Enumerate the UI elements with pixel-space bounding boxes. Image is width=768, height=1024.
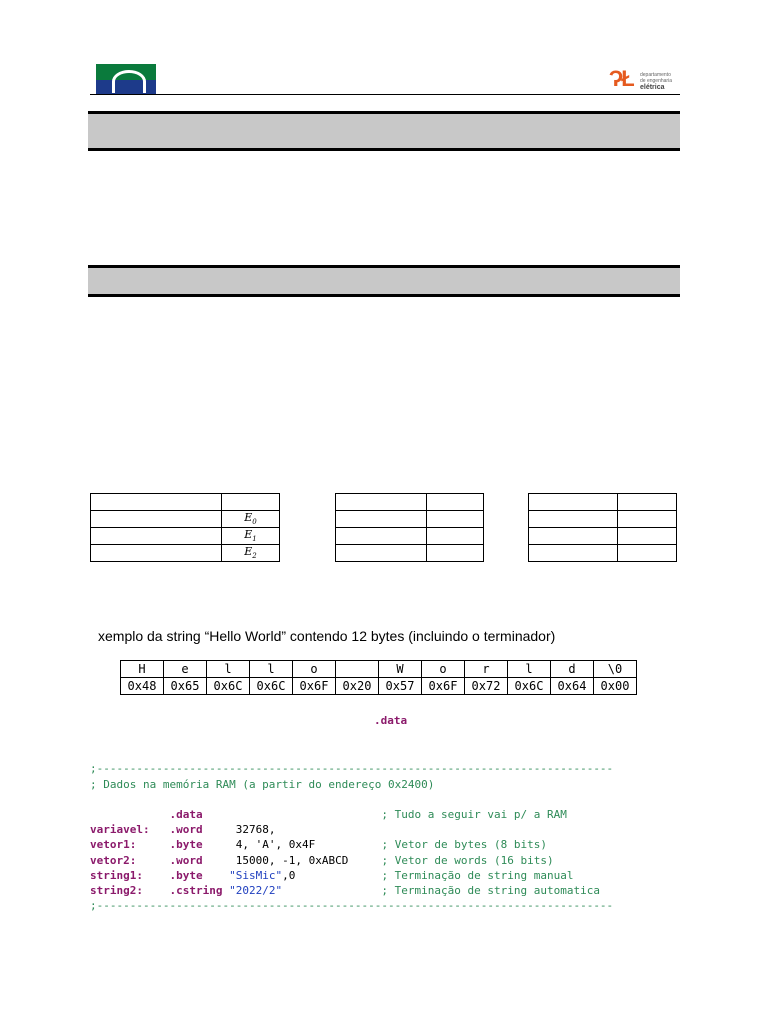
code-label: vetor1: bbox=[90, 838, 170, 852]
code-string-literal: "2022/2" bbox=[229, 884, 283, 897]
code-line bbox=[90, 823, 275, 836]
char-cell bbox=[336, 661, 379, 678]
char-cell: o bbox=[293, 661, 336, 678]
code-line bbox=[90, 838, 547, 851]
table-row bbox=[91, 528, 280, 545]
table-row bbox=[336, 528, 484, 545]
byte-cell: 0x6F bbox=[293, 678, 336, 695]
table-cell-e1: $E_1$ bbox=[222, 528, 280, 545]
register-table-c bbox=[528, 493, 677, 562]
char-cell: l bbox=[508, 661, 551, 678]
ene-logo-line2: de engenharia bbox=[640, 78, 672, 84]
char-cell: W bbox=[379, 661, 422, 678]
table-row bbox=[529, 494, 677, 511]
char-cell: d bbox=[551, 661, 594, 678]
code-comment: ; Terminação de string automatica bbox=[381, 884, 600, 897]
code-directive: .data bbox=[169, 808, 203, 821]
byte-cell: 0x00 bbox=[594, 678, 637, 695]
byte-cell: 0x6C bbox=[250, 678, 293, 695]
code-directive: .word bbox=[169, 853, 203, 867]
char-cell: \0 bbox=[594, 661, 637, 678]
table-row-chars bbox=[121, 661, 637, 678]
code-directive: .byte bbox=[169, 838, 203, 852]
char-cell: e bbox=[164, 661, 207, 678]
hello-world-byte-table bbox=[120, 660, 637, 695]
table-row bbox=[529, 511, 677, 528]
unb-logo bbox=[96, 64, 156, 94]
byte-cell: 0x72 bbox=[465, 678, 508, 695]
char-cell: l bbox=[250, 661, 293, 678]
byte-cell: 0x65 bbox=[164, 678, 207, 695]
code-comment: ; Vetor de words (16 bits) bbox=[381, 853, 554, 867]
byte-cell: 0x48 bbox=[121, 678, 164, 695]
register-table-a bbox=[90, 493, 280, 562]
table-cell-e2: $E_2$ bbox=[222, 545, 280, 562]
data-directive-heading: .data bbox=[374, 714, 408, 727]
table-row bbox=[336, 494, 484, 511]
code-args: 15000, -1, 0xABCD bbox=[235, 853, 349, 867]
byte-cell: 0x6F bbox=[422, 678, 465, 695]
register-table-b bbox=[335, 493, 484, 562]
char-cell: r bbox=[465, 661, 508, 678]
section-title-bar-1 bbox=[88, 111, 680, 151]
code-args: 32768, bbox=[235, 823, 276, 837]
table-row bbox=[336, 511, 484, 528]
ene-logo-line3: elétrica bbox=[640, 84, 665, 91]
byte-cell: 0x6C bbox=[207, 678, 250, 695]
code-label bbox=[90, 808, 169, 821]
code-comment: ; Vetor de bytes (8 bits) bbox=[381, 838, 548, 852]
code-label: string1: bbox=[90, 868, 170, 882]
code-comment: ; Tudo a seguir vai p/ a RAM bbox=[381, 808, 567, 821]
table-row bbox=[91, 494, 280, 511]
code-line bbox=[90, 854, 554, 867]
code-label: string2: bbox=[90, 884, 170, 897]
ene-logo-line1: departamento bbox=[640, 72, 671, 78]
code-args: ,0 bbox=[282, 868, 296, 882]
hello-world-caption: xemplo da string “Hello World” contendo 12 bytes (incluindo o terminador) bbox=[98, 628, 556, 644]
code-line bbox=[90, 808, 567, 821]
char-cell: l bbox=[207, 661, 250, 678]
table-row bbox=[529, 528, 677, 545]
table-cell-e0: $E_0$ bbox=[222, 511, 280, 528]
table-row-bytes bbox=[121, 678, 637, 695]
byte-cell: 0x20 bbox=[336, 678, 379, 695]
ene-mark-icon: ɁŁ bbox=[609, 66, 633, 91]
code-line bbox=[90, 869, 574, 882]
code-rule-bottom: ;------------------------------------------------------------------------------ bbox=[90, 899, 614, 912]
byte-cell: 0x6C bbox=[508, 678, 551, 695]
code-comment-header: ; Dados na memória RAM (a partir do endereço 0x2400) bbox=[90, 778, 435, 791]
table-row bbox=[529, 545, 677, 562]
byte-cell: 0x64 bbox=[551, 678, 594, 695]
code-directive: .word bbox=[169, 823, 203, 837]
code-label: variavel: bbox=[90, 823, 170, 837]
table-row bbox=[91, 511, 280, 528]
table-row bbox=[336, 545, 484, 562]
section-title-bar-2 bbox=[88, 265, 680, 297]
code-comment: ; Terminação de string manual bbox=[381, 868, 574, 882]
code-string-literal: "SisMic" bbox=[229, 868, 283, 882]
table-row bbox=[91, 545, 280, 562]
header-rule bbox=[90, 94, 680, 95]
char-cell: o bbox=[422, 661, 465, 678]
code-directive: .cstring bbox=[169, 884, 223, 897]
ene-logo bbox=[609, 64, 679, 92]
code-rule-top: ;------------------------------------------------------------------------------ bbox=[90, 762, 614, 775]
code-line bbox=[90, 884, 600, 897]
code-args: 4, 'A', 0x4F bbox=[235, 838, 316, 852]
byte-cell: 0x57 bbox=[379, 678, 422, 695]
code-directive: .byte bbox=[169, 868, 203, 882]
char-cell: H bbox=[121, 661, 164, 678]
code-label: vetor2: bbox=[90, 853, 170, 867]
